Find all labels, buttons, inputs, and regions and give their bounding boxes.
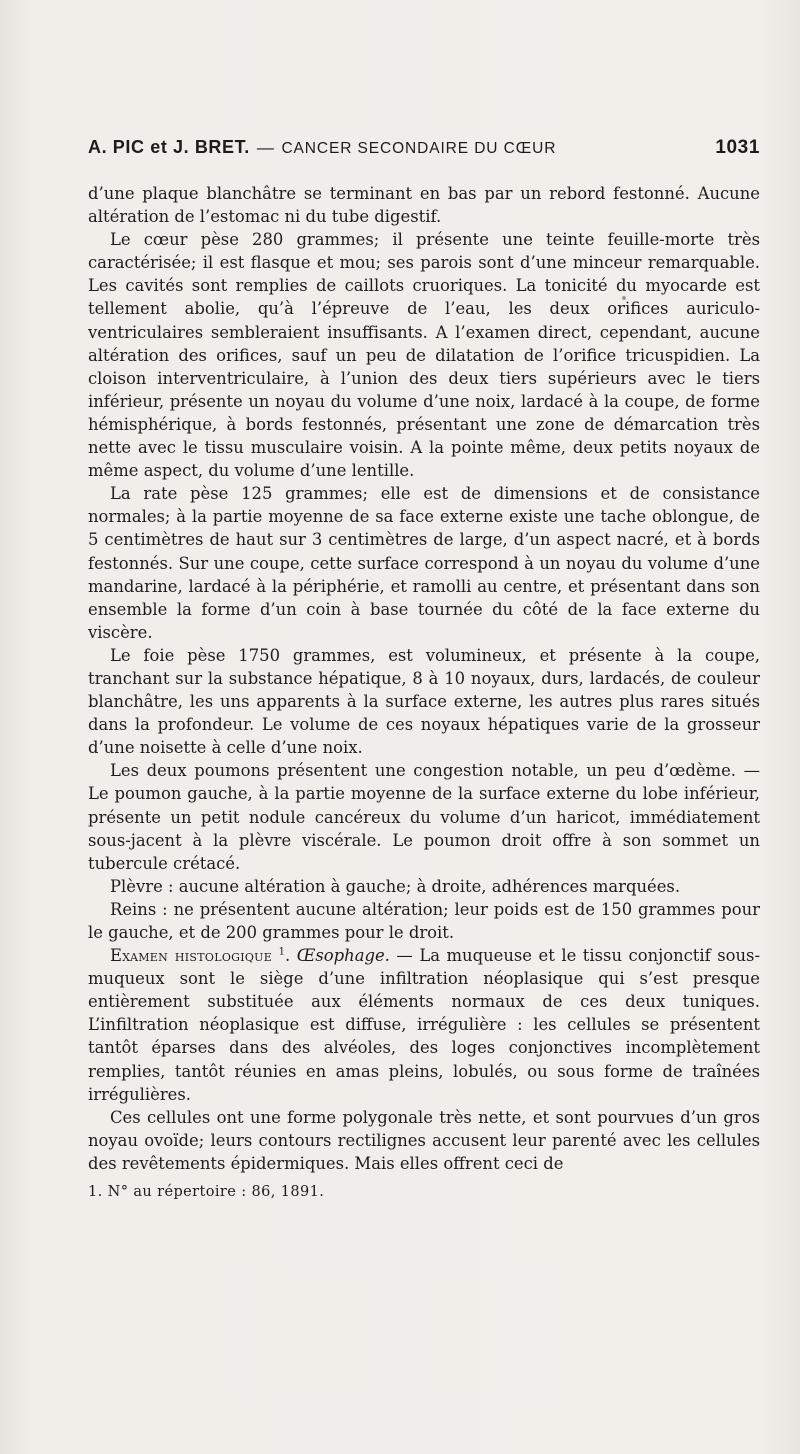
header-dash: —: [256, 138, 275, 157]
paragraph: d’une plaque blanchâtre se terminant en bas par un rebord festonné. Aucune altération de l’estomac ni du tube digestif.: [88, 184, 760, 227]
paragraph: La rate pèse 125 grammes; elle est de dimensions et de consistance normales; à la partie moyenne de sa face externe existe une tache oblongue, de 5 centimètres de haut sur 3 centimètres de large, d’un aspect nacré, et à bords festonnés. Sur une coupe, cette surface correspond à un noyau du volume d’une mandarine, lardacé à la périphérie, et ramolli au centre, et présentant dans son ensemble la forme d’un coin à base tournée du côté de la face externe du viscère.: [88, 484, 760, 642]
footnote: 1. N° au répertoire : 86, 1891.: [88, 1184, 325, 1200]
paragraph: Plèvre : aucune altération à gauche; à droite, adhérences marquées.: [110, 876, 681, 896]
footnote-reference: 1: [278, 946, 285, 958]
paragraph: Reins : ne présentent aucune altération; leur poids est de 150 grammes pour le gauche, et de 200 grammes pour le droit.: [88, 899, 760, 942]
exam-paragraph: Examen histologique $^1$. Œsophage. — La muqueuse et le tissu conjonctif sous-muqueux sont le siège d’une infiltration néoplasique qui s’est presque entièrement substituée aux éléments normaux de ces deux tuniques. L’infiltration néoplasique est diffuse, irrégulière : les cellules se présentent tantôt éparses dans des alvéoles, des loges conjonctives incomplètement remplies, tantôt réunies en amas pleins, lobulés, ou sous forme de traînées irrégulières.: [88, 946, 761, 1104]
paragraph: Les deux poumons présentent une congestion notable, un peu d’œdème. — Le poumon gauche, à la partie moyenne de la surface externe du lobe inférieur, présente un petit nodule cancéreux du volume d’un haricot, immédiatement sous-jacent à la plèvre viscérale. Le poumon droit offre à son sommet un tubercule crétacé.: [88, 761, 760, 873]
paragraph: Ces cellules ont une forme polygonale très nette, et sont pourvues d’un gros noyau ovoïde; leurs contours rectilignes accusent leur parenté avec les cellules des revêtements épidermiques. Mais elles offrent ceci de: [88, 1107, 760, 1173]
exam-label: Examen histologique: [110, 946, 273, 966]
header-authors: A. PIC et J. BRET.: [88, 137, 250, 157]
page-number: 1031: [715, 137, 760, 158]
header-title: CANCER SECONDAIRE DU CŒUR: [281, 140, 557, 157]
running-header: [88, 137, 760, 163]
exam-text: — La muqueuse et le tissu conjonctif sous-muqueux sont le siège d’une infiltration néoplasique qui s’est presque entièrement substituée aux éléments normaux de ces deux tuniques. L’infiltration néoplasique est diffuse, irrégulière : les cellules se présentent tantôt éparses dans des alvéoles, des loges conjonctives incomplètement remplies, tantôt réunies en amas pleins, lobulés, ou sous forme de traînées irrégulières.: [88, 946, 761, 1104]
paragraph: Le foie pèse 1750 grammes, est volumineux, et présente à la coupe, tranchant sur la substance hépatique, 8 à 10 noyaux, durs, lardacés, de couleur blanchâtre, les uns apparents à la surface externe, les autres plus rares situés dans la profondeur. Le volume de ces noyaux hépatiques varie de la grosseur d’une noisette à celle d’une noix.: [88, 645, 760, 758]
exam-italic-heading: Œsophage.: [296, 946, 390, 966]
body-text: [88, 182, 760, 1175]
paragraph: Le cœur pèse 280 grammes; il présente une teinte feuille-morte très caractérisée; il est flasque et mou; ses parois sont d’une minceur remarquable. Les cavités sont remplies de caillots cruoriques. La tonicité du myocarde est tellement abolie, qu’à l’épreuve de l’eau, les deux orifices auriculo-ventriculaires sembleraient insuffisants. A l’examen direct, cependant, aucune altération des orifices, sauf un peu de dilatation de l’orifice tricuspidien. La cloison interventriculaire, à l’union des deux tiers supérieurs avec le tiers inférieur, présente un noyau du volume d’une noix, lardacé à la coupe, de forme hémisphérique, à bords festonnés, présentant une zone de démarcation très nette avec le tissu musculaire voisin. A la pointe même, deux petits noyaux de même aspect, du volume d’une lentille.: [88, 230, 760, 481]
